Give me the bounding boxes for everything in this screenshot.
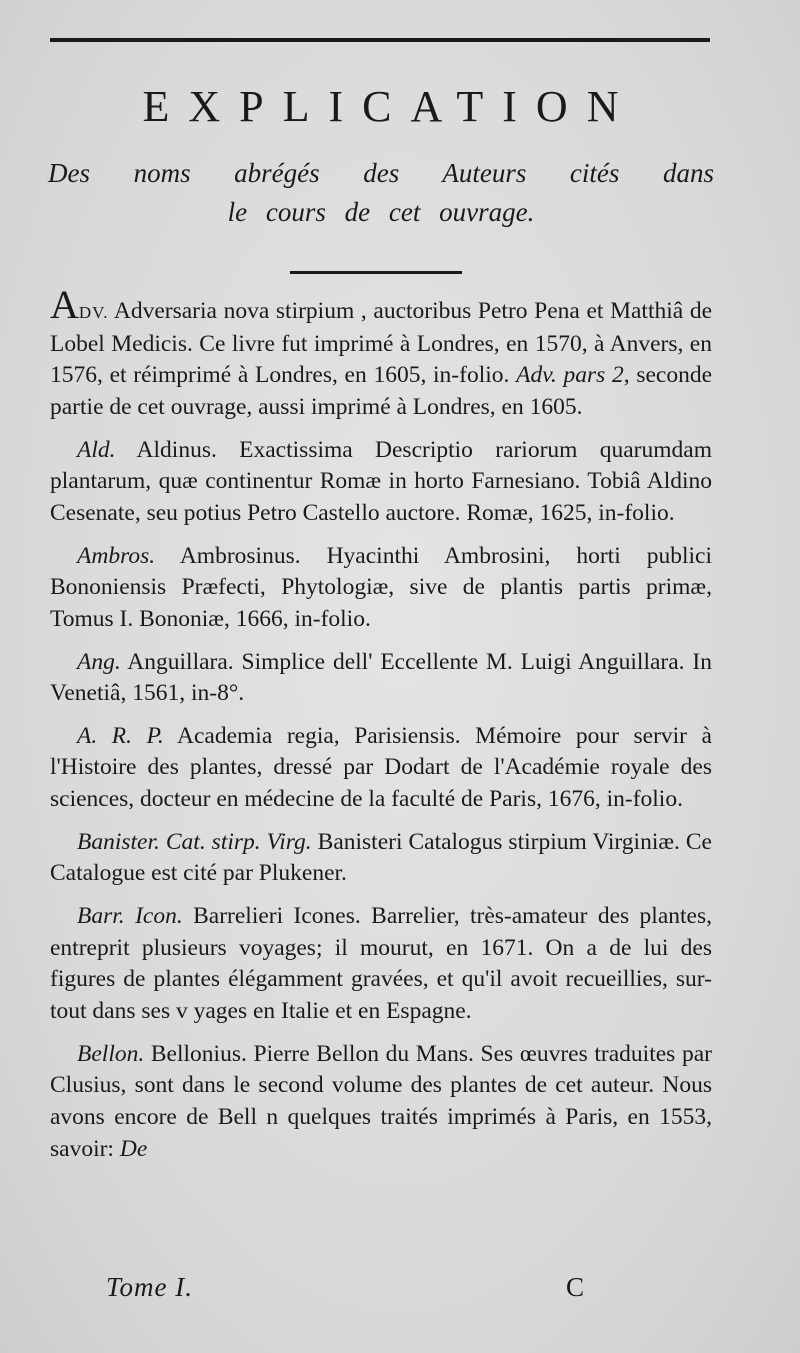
signature-mark: C [566, 1272, 585, 1302]
entries-body [50, 282, 713, 1176]
entry-ang [50, 647, 712, 710]
entry-barr [50, 901, 712, 1027]
entry-text: Ambrosinus. Hyacinthi Ambrosini, horti publici Bononiensis Præfecti, Phytologiæ, sive de plantis partis primæ, Tomus I. Bononiæ, 1666, in-folio. [50, 542, 712, 632]
entry-abbr: A. R. P. [77, 722, 164, 749]
page-subtitle-line-1: Des noms abrégés des Auteurs cités dans [48, 158, 714, 188]
entry-abbr: Ang. [77, 648, 121, 675]
entry-banister [50, 827, 712, 890]
section-rule [290, 271, 462, 274]
entry-text-continued: , seconde partie de cet ouvrage, aussi imprimé à Londres, en 1605. [50, 362, 713, 420]
entry-abbr: Bellon. [77, 1040, 145, 1067]
entry-abbr-adv-pars: Adv. pars 2 [516, 362, 624, 389]
page-title: EXPLICATION [142, 82, 638, 131]
entry-ambros [50, 541, 712, 636]
entry-text: Aldinus. Exactissima Descriptio rariorum quarumdam plantarum, quæ continentur Romæ in horto Farnesiano. Tobiâ Aldino Cesenate, seu potius Petro Castello auctore. Romæ, 1625, in-folio. [50, 436, 712, 526]
entry-text: Academia regia, Parisiensis. Mémoire pour servir à l'Histoire des plantes, dressé par Dodart de l'Académie royale des sciences, docteur en médecine de la faculté de Paris, 1676, in-folio. [50, 722, 712, 813]
entry-abbr: Banister. Cat. stirp. Virg. [77, 828, 312, 855]
entry-ald [50, 435, 712, 530]
entry-abbr: Ald. [77, 436, 116, 463]
volume-footer: Tome I. [106, 1272, 194, 1302]
entry-text: Banisteri Catalogus stirpium Virginiæ. Ce Catalogue est cité par Plukener. [50, 828, 712, 887]
top-rule [50, 38, 710, 42]
drop-cap: A [50, 282, 79, 327]
entry-text: Barrelieri Icones. Barrelier, très-amateur des plantes, entreprit plusieurs voyages; il mourut, en 1671. On a de lui des figures de plantes élégamment gravées, et qu'il avoit recueillies, sur-tout dans ses v yages en Italie et en Espagne. [50, 903, 712, 1024]
entry-text: Bellonius. Pierre Bellon du Mans. Ses œuvres traduites par Clusius, sont dans le second volume des plantes de cet auteur. Nous avons encore de Bell n quelques traités imprimés à Paris, en 1553, savoir: [50, 1040, 712, 1162]
entry-adv [50, 282, 713, 423]
entry-abbr: Ambros. [77, 542, 156, 569]
entry-abbr: Barr. Icon. [77, 903, 183, 930]
entry-abbr-adv-rest: DV. [78, 303, 109, 322]
entry-text: Anguillara. Simplice dell' Eccellente M. Luigi Anguillara. In Venetiâ, 1561, in-8°. [50, 648, 712, 707]
entry-arp [50, 721, 712, 816]
entry-text: Adversaria nova stirpium , auctoribus Petro Pena et Matthiâ de Lobel Medicis. Ce livre fut imprimé à Londres, en 1570, à Anvers, en 1576, et réimprimé à Londres, en 1605, in-folio. [50, 298, 712, 389]
entry-tail: De [119, 1135, 148, 1162]
page-subtitle-line-2: le cours de cet ouvrage. [227, 197, 535, 227]
entry-bellon [50, 1039, 712, 1165]
